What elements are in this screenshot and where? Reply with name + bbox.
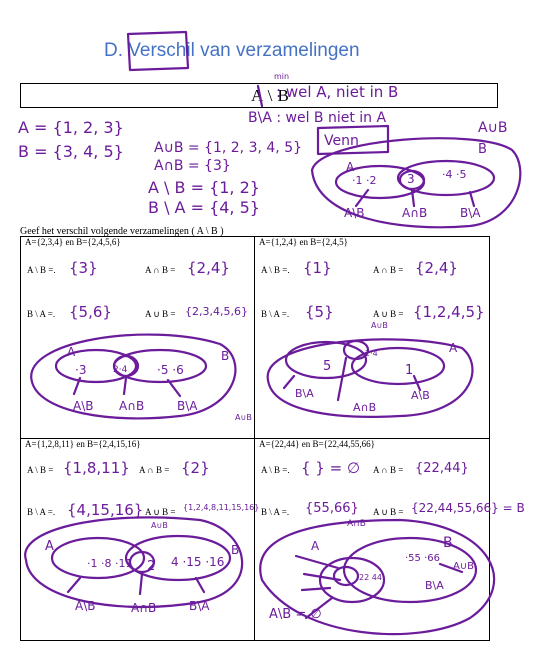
venn-mid-elements: 2·4	[365, 349, 378, 358]
a-or-b-answer: {1,2,4,8,11,15,16}	[183, 503, 260, 512]
section-title: D. Verschil van verzamelingen	[104, 40, 360, 61]
venn-label-2: A∪B	[453, 561, 475, 572]
note-b-minus-a: B \ A = {4, 5}	[148, 198, 260, 217]
venn-right-elements: ·55 ·66	[405, 553, 440, 564]
venn-corner-label: A∪B	[235, 413, 252, 422]
venn-label-3: B\A	[177, 399, 198, 413]
exercise-cell-1	[21, 237, 255, 439]
venn-left-elements: ·1 ·8 ·11	[87, 557, 133, 570]
a-or-b-label: A ∪ B =	[373, 507, 404, 517]
venn-label-2: A∩B	[131, 601, 157, 615]
venn-label-a-minus-b: A\B	[344, 206, 365, 220]
venn-label-2: A∩B	[119, 399, 145, 413]
a-and-b-label: A ∩ B =	[145, 265, 176, 275]
a-and-b-label: A ∩ B =	[373, 465, 404, 475]
venn-mid-elements: 2	[147, 559, 156, 574]
a-minus-b-label: A \ B =	[27, 465, 54, 475]
definition-banner	[20, 83, 498, 108]
exercise-cell-3	[21, 439, 260, 641]
set-definition: A={2,3,4} en B={2,4,5,6}	[25, 237, 121, 247]
note-set-b: B = {3, 4, 5}	[18, 142, 124, 161]
a-minus-b-answer: {1}	[303, 259, 332, 277]
venn-b-label: B	[221, 349, 230, 363]
a-or-b-answer: {1,2,4,5}	[413, 303, 485, 321]
venn-label-1: A\B	[73, 399, 94, 413]
venn-label-1: B\A	[295, 387, 314, 400]
venn-elements-left: ·1 ·2	[352, 174, 377, 187]
venn-union-label: A∪B	[478, 120, 508, 136]
venn-left-elements: ·3	[75, 363, 87, 377]
venn-a-label: A	[67, 345, 76, 359]
a-minus-b-answer: {1,8,11}	[63, 459, 130, 477]
a-or-b-tag: A∪B	[371, 321, 388, 330]
note-a-minus-b: A \ B = {1, 2}	[148, 178, 260, 197]
venn-label-1: A\B = ∅	[269, 607, 322, 622]
venn-label-3: B\A	[425, 579, 444, 592]
venn-arrows	[356, 190, 474, 206]
venn-a-label: A	[45, 539, 54, 554]
venn-a-label: A	[311, 539, 320, 553]
exercise-cell-4	[255, 439, 525, 641]
note-a-minus-b-def: : wel A, niet in B	[276, 83, 399, 101]
a-minus-b-label: A \ B =.	[261, 465, 290, 475]
venn-right-elements: 1	[405, 363, 414, 378]
a-minus-b-label: A \ B =.	[261, 265, 290, 275]
venn-elements-mid: 3	[407, 172, 415, 186]
venn-right-elements: ·5 ·6	[157, 363, 184, 377]
venn-title: Venn	[324, 133, 359, 149]
venn-a-label: A	[346, 160, 355, 174]
a-or-b-answer: {22,44,55,66} = B	[411, 501, 525, 515]
b-minus-a-label: B \ A =.	[261, 309, 290, 319]
a-minus-b-label: A \ B =.	[27, 265, 56, 275]
b-minus-a-label: B \ A =.	[261, 507, 290, 517]
venn-elements-right: ·4 ·5	[442, 168, 467, 181]
exercise-grid	[20, 236, 525, 641]
venn-label-3: B\A	[189, 599, 210, 613]
a-or-b-label: A ∪ B =	[373, 309, 404, 319]
venn-label-2: A∩B	[353, 401, 377, 414]
note-intersection: A∩B = {3}	[154, 158, 231, 174]
b-minus-a-label: B \ A =.	[27, 507, 56, 517]
a-and-b-label: A ∩ B =	[373, 265, 404, 275]
b-minus-a-answer: {5}	[305, 303, 334, 321]
a-and-b-label: A ∩ B =	[139, 465, 170, 475]
venn-a-label: A	[449, 341, 458, 355]
set-definition: A={1,2,4} en B={2,4,5}	[259, 237, 348, 247]
a-minus-b-answer: {3}	[69, 259, 98, 277]
note-min: min	[274, 72, 290, 81]
note-union: A∪B = {1, 2, 3, 4, 5}	[154, 140, 303, 156]
venn-label-b-minus-a: B\A	[460, 206, 481, 220]
venn-label-a-and-b: A∩B	[402, 206, 428, 220]
set-definition: A={22,44} en B={22,44,55,66}	[259, 439, 375, 449]
venn-right-elements: 4 ·15 ·16	[171, 555, 225, 569]
set-definition: A={1,2,8,11} en B={2,4,15,16}	[25, 439, 141, 449]
venn-b-label: B	[231, 543, 240, 557]
venn-b-label: B	[478, 142, 487, 157]
banner-formula: A \ B	[251, 86, 290, 105]
note-b-minus-a-def: B\A : wel B niet in A	[248, 110, 387, 126]
a-and-b-answer: {22,44}	[415, 461, 469, 476]
venn-label-1: A\B	[75, 599, 96, 613]
a-and-b-answer: {2}	[181, 459, 210, 477]
a-or-b-label: A ∪ B =	[145, 309, 176, 319]
a-and-b-answer: {2,4}	[187, 259, 230, 277]
exercise-cell-2	[255, 237, 489, 439]
a-or-b-answer: {2,3,4,5,6}	[185, 305, 248, 318]
note-set-a: A = {1, 2, 3}	[18, 118, 124, 137]
a-or-b-tag: A∩B	[347, 519, 366, 529]
venn-mid-elements: 22 44	[359, 573, 382, 582]
exercise-instruction: Geef het verschil volgende verzamelingen ( A \ B )	[20, 226, 224, 237]
b-minus-a-answer: {55,66}	[305, 501, 359, 516]
venn-mid-elements: 2·4	[113, 365, 128, 375]
b-minus-a-answer: {4,15,16}	[67, 501, 144, 519]
a-or-b-tag: A∪B	[151, 521, 168, 530]
a-minus-b-answer: { } = ∅	[301, 459, 361, 477]
venn-left-elements: 5	[323, 359, 332, 374]
venn-label-3: A\B	[411, 389, 430, 402]
b-minus-a-answer: {5,6}	[69, 303, 112, 321]
b-minus-a-label: B \ A =.	[27, 309, 56, 319]
a-or-b-label: A ∪ B =	[145, 507, 176, 517]
a-and-b-answer: {2,4}	[415, 259, 458, 277]
venn-b-label: B	[443, 535, 453, 551]
